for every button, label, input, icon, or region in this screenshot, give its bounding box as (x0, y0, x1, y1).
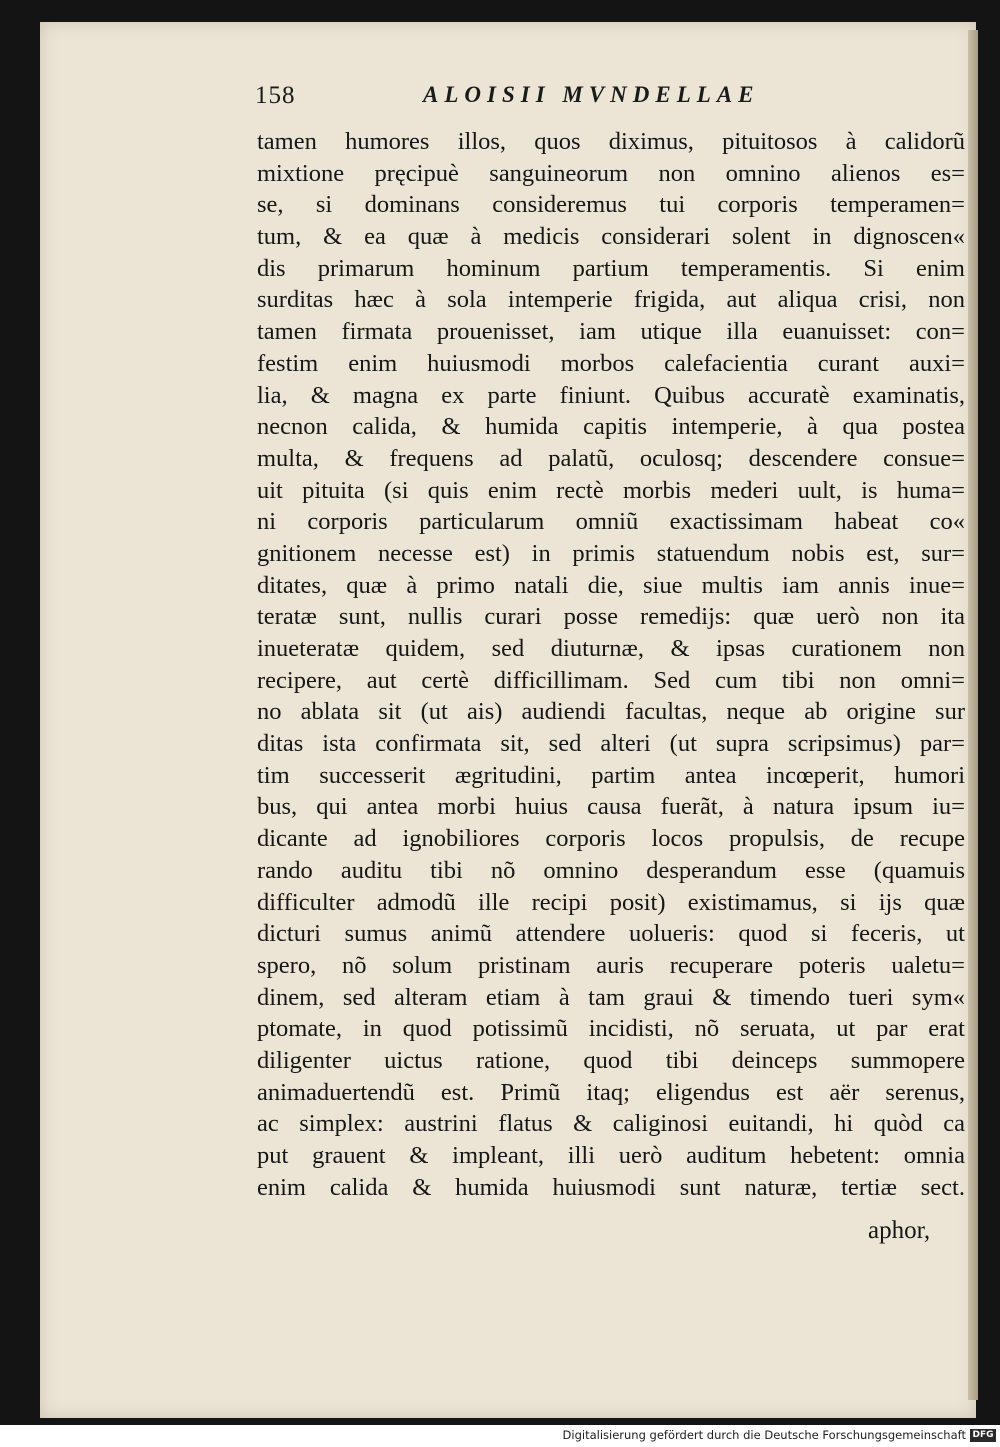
text-line: necnon calida, & humida capitis intemperie, à qua postea (257, 413, 965, 441)
dfg-logo: DFG (970, 1429, 996, 1442)
text-line: surditas hæc à sola intemperie frigida, aut aliqua crisi, non (257, 286, 965, 314)
text-line: dicante ad ignobiliores corporis locos propulsis, de recupe (257, 825, 965, 853)
text-line: tum, & ea quæ à medicis considerari solent in dignoscen« (257, 223, 965, 251)
running-title: ALOISII MVNDELLAE (423, 82, 760, 107)
text-line: ni corporis particularum omniũ exactissimam habeat co« (257, 508, 965, 536)
text-line: tamen humores illos, quos diximus, pituitosos à calidorũ (257, 128, 965, 155)
text-line: rando auditu tibi nõ omnino desperandum esse (quamuis (257, 856, 965, 884)
text-line: uit pituita (si quis enim rectè morbis mederi uult, is huma= (257, 476, 965, 504)
text-line: bus, qui antea morbi huius causa fuerãt, à natura ipsum iu= (257, 793, 965, 821)
text-line: difficulter admodũ ille recipi posit) existimamus, si ijs quæ (257, 888, 965, 916)
text-line: teratæ sunt, nullis curari posse remedijs: quæ uerò non ita (257, 603, 965, 631)
text-line: recipere, aut certè difficillimam. Sed cum tibi non omni= (257, 666, 965, 694)
text-line: dinem, sed alteram etiam à tam graui & timendo tueri sym« (257, 983, 965, 1011)
text-line: diligenter uictus ratione, quod tibi deinceps summopere (257, 1046, 965, 1074)
text-line: enim calida & humida huiusmodi sunt naturæ, tertiæ sect. (257, 1173, 965, 1201)
text-line: ditas ista confirmata sit, sed alteri (ut supra scripsimus) par= (257, 730, 965, 758)
text-line: animaduertendũ est. Primũ itaq; eligendus est aër serenus, (257, 1078, 965, 1106)
text-line: se, si dominans consideremus tui corporis temperamen= (257, 191, 965, 219)
text-line: ditates, quæ à primo natali die, siue multis iam annis inue= (257, 571, 965, 599)
text-line: tim successerit ægritudini, partim antea incœperit, humori (257, 761, 965, 789)
text-line: dicturi sumus animũ attendere uolueris: quod si feceris, ut (257, 920, 965, 948)
body-text (257, 126, 965, 1203)
text-line: festim enim huiusmodi morbos calefacientia curant auxi= (257, 349, 965, 377)
text-line: gnitionem necesse est) in primis statuendum nobis est, sur= (257, 539, 965, 567)
text-line: spero, nõ solum pristinam auris recuperare poteris ualetu= (257, 951, 965, 979)
footer-bar (0, 1425, 1000, 1447)
text-line: ptomate, in quod potissimũ incidisti, nõ seruata, ut par erat (257, 1015, 965, 1043)
text-line: tamen firmata prouenisset, iam utique illa euanuisset: con= (257, 318, 965, 346)
text-line: multa, & frequens ad palatũ, oculosq; descendere consue= (257, 444, 965, 472)
text-line: inueteratæ quidem, sed diuturnæ, & ipsas curationem non (257, 635, 965, 662)
text-line: ac simplex: austrini flatus & caliginosi euitandi, hi quòd ca (257, 1110, 965, 1138)
page-edge (968, 30, 978, 1400)
running-head (255, 82, 955, 118)
page-number: 158 (255, 82, 296, 109)
text-line: dis primarum hominum partium temperamentis. Si enim (257, 254, 965, 282)
funding-credit: Digitalisierung gefördert durch die Deutsche Forschungsgemeinschaft (562, 1428, 966, 1442)
text-line: mixtione pręcipuè sanguineorum non omnino alienos es= (257, 159, 965, 187)
catchword: aphor, (868, 1217, 931, 1244)
text-line: lia, & magna ex parte finiunt. Quibus accuratè examinatis, (257, 381, 965, 409)
text-line: no ablata sit (ut ais) audiendi facultas, neque ab origine sur (257, 698, 965, 726)
text-line: put grauent & impleant, illi uerò auditum hebetent: omnia (257, 1142, 965, 1169)
